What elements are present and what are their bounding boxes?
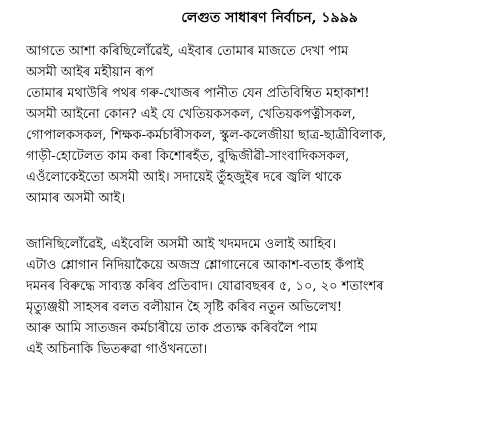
stanza1-line-6: গাড়ী-হোটেলত কাম কৰা কিশোৰহঁত, বুদ্ধিজীৱী-সাংবাদিকসকল, [26,149,350,164]
stanza1-line-2: অসমী আইৰ মহীয়ান ৰূপ [26,65,154,80]
stanza2-line-3: দমনৰ বিৰুদ্ধে সাব্যস্ত কৰিব প্ৰতিবাদ। যোৱাবছৰৰ ৫, ১০, ২০ শতাংশৰ [26,279,384,294]
poem-title: লেগুত সাধাৰণ নিৰ্বাচন, ১৯৯৯ [181,10,358,26]
stanza1-line-3: তোমাৰ মথাউৰি পথৰ গৰু-খোজৰ পানীত যেন প্ৰতিবিম্বিত মহাকাশ! [26,86,370,101]
stanza2-line-6: এই অচিনাকি ভিতৰুৱা গাওঁখনতো। [26,342,208,357]
stanza2-line-5: আৰু আমি সাতজন কৰ্মচাৰীয়ে তাক প্ৰত্যক্ষ কৰিবলৈ পাম [26,321,318,336]
stanza2-line-4: মৃত্যুঞ্জয়ী সাহসৰ বলত বলীয়ান হৈ সৃষ্টি কৰিব নতুন অভিলেখ! [26,300,343,315]
stanza1-line-5: গোপালকসকল, শিক্ষক-কৰ্মচাৰীসকল, স্কুল-কলেজীয়া ছাত্ৰ-ছাত্ৰীবিলাক, [26,128,387,143]
stanza1-line-4: অসমী আইনো কোন? এই যে খেতিয়কসকল, খেতিয়কপত্নীসকল, [26,107,356,122]
stanza1-line-1: আগতে আশা কৰিছিলোঁৱেই, এইবাৰ তোমাৰ মাজতে দেখা পাম [26,44,349,59]
stanza1-line-7: এওঁলোকেইতো অসমী আই। সদায়েই তুঁহজুইৰ দৰে জ্বলি থাকে [26,170,342,185]
stanza2-line-2: এটাও শ্লোগান নিদিয়াকৈয়ে অজস্ৰ শ্লোগানেৰে আকাশ-বতাহ কঁপাই [26,258,364,273]
stanza1-line-8: আমাৰ অসমী আই। [26,191,126,206]
stanza2-line-1: জানিছিলোঁৱেই, এইবেলি অসমী আই খদমদমে ওলাই আহিব। [26,237,337,252]
